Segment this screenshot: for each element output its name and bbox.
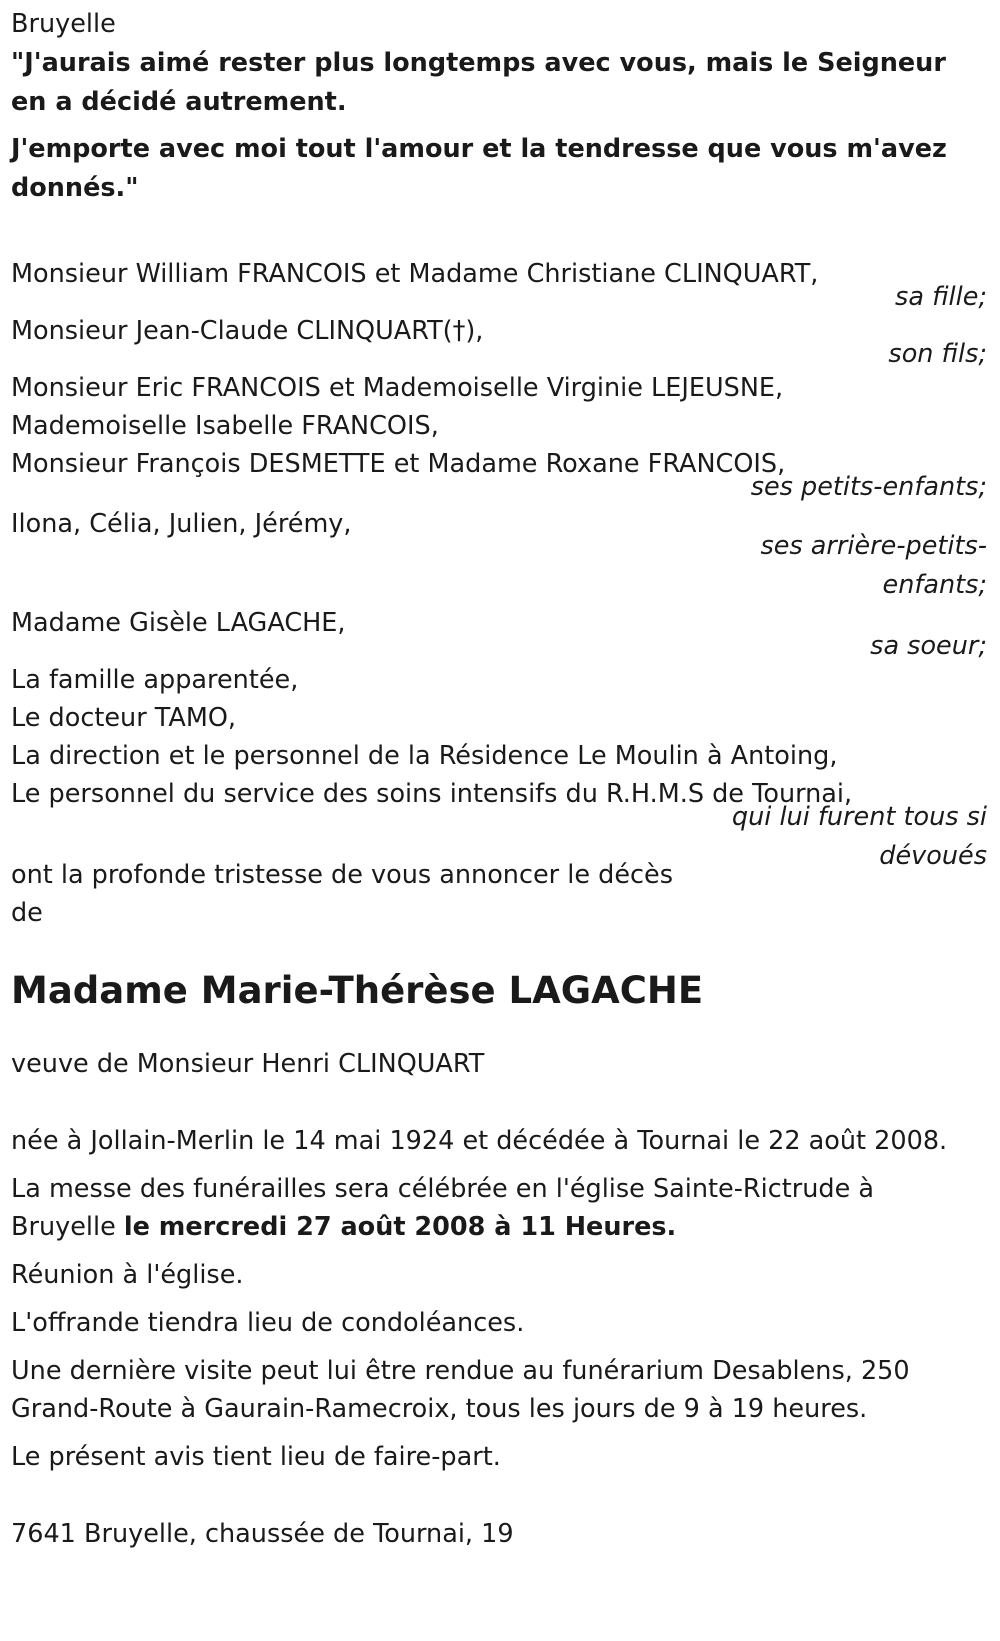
family-grandchild-3: Monsieur François DESMETTE et Madame Roxane FRANCOIS, bbox=[11, 449, 786, 479]
role-son: son fils; bbox=[888, 339, 987, 369]
role-daughter: sa fille; bbox=[895, 282, 987, 312]
mass-line-2 bbox=[11, 1208, 987, 1247]
family-grandchild-2: Mademoiselle Isabelle FRANCOIS, bbox=[11, 411, 439, 441]
family-relatives: La famille apparentée, bbox=[11, 665, 299, 695]
birth-death: née à Jollain-Merlin le 14 mai 1924 et décédée à Tournai le 22 août 2008. bbox=[11, 1126, 948, 1156]
announcement-line-2: de bbox=[11, 898, 43, 928]
role-great-grandchildren-1: ses arrière-petits- bbox=[760, 531, 987, 561]
mass-date: le mercredi 27 août 2008 à 11 Heures. bbox=[123, 1212, 677, 1242]
deceased-name: Madame Marie-Thérèse LAGACHE bbox=[11, 969, 704, 1012]
family-doctor: Le docteur TAMO, bbox=[11, 703, 237, 733]
role-sister: sa soeur; bbox=[870, 631, 987, 661]
visit-line-2: Grand-Route à Gaurain-Ramecroix, tous les jours de 9 à 19 heures. bbox=[11, 1394, 868, 1424]
family-sister: Madame Gisèle LAGACHE, bbox=[11, 608, 346, 638]
offering-info: L'offrande tiendra lieu de condoléances. bbox=[11, 1308, 525, 1338]
family-great-grandchildren: Ilona, Célia, Julien, Jérémy, bbox=[11, 509, 352, 539]
mass-place: Bruyelle bbox=[11, 1212, 124, 1242]
obituary-notice bbox=[11, 5, 987, 1554]
quote-line-2: J'emporte avec moi tout l'amour et la tendresse que vous m'avez donnés." bbox=[11, 134, 947, 203]
family-grandchild-1: Monsieur Eric FRANCOIS et Mademoiselle Virginie LEJEUSNE, bbox=[11, 373, 784, 403]
role-great-grandchildren-2: enfants; bbox=[882, 570, 987, 600]
family-hospital-staff: Le personnel du service des soins intensifs du R.H.M.S de Tournai, bbox=[11, 779, 853, 809]
meeting-info: Réunion à l'église. bbox=[11, 1260, 244, 1290]
announcement-line-1: ont la profonde tristesse de vous annoncer le décès bbox=[11, 860, 674, 890]
mass-line-1: La messe des funérailles sera célébrée en l'église Sainte-Rictrude à bbox=[11, 1174, 874, 1204]
notice-info: Le présent avis tient lieu de faire-part. bbox=[11, 1442, 501, 1472]
quote-line-1: "J'aurais aimé rester plus longtemps avec vous, mais le Seigneur en a décidé autrement. bbox=[11, 48, 946, 117]
role-grandchildren: ses petits-enfants; bbox=[750, 472, 987, 502]
footer-address: 7641 Bruyelle, chaussée de Tournai, 19 bbox=[11, 1519, 514, 1549]
family-daughter: Monsieur William FRANCOIS et Madame Christiane CLINQUART, bbox=[11, 259, 819, 289]
family-residence: La direction et le personnel de la Résidence Le Moulin à Antoing, bbox=[11, 741, 838, 771]
header-place: Bruyelle bbox=[11, 9, 116, 39]
role-others-1: qui lui furent tous si bbox=[731, 802, 987, 832]
visit-line-1: Une dernière visite peut lui être rendue au funérarium Desablens, 250 bbox=[11, 1356, 910, 1386]
role-others-2: dévoués bbox=[879, 841, 987, 871]
widow-of: veuve de Monsieur Henri CLINQUART bbox=[11, 1049, 485, 1079]
family-son: Monsieur Jean-Claude CLINQUART(†), bbox=[11, 316, 484, 346]
